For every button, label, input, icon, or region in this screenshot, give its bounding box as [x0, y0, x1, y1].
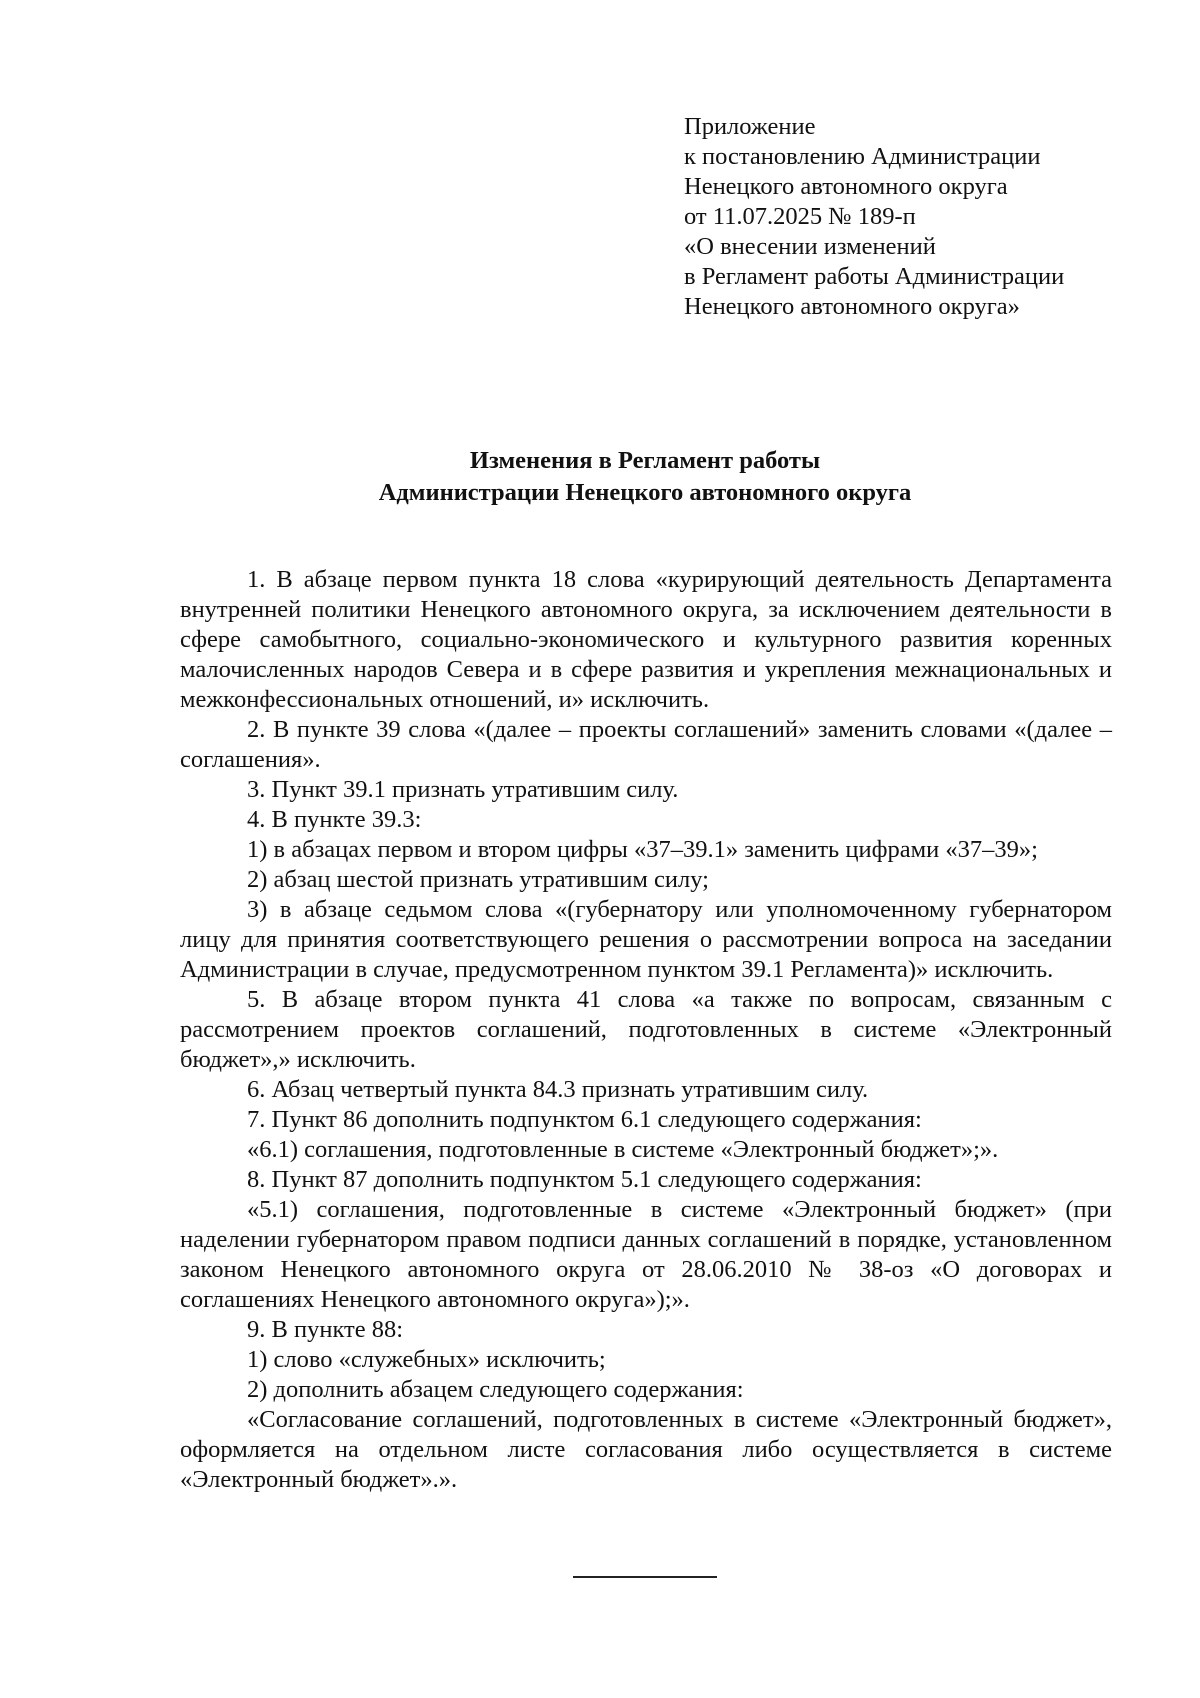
appendix-line: «О внесении изменений	[684, 233, 936, 260]
document-title	[180, 445, 1110, 509]
paragraph: 2. В пункте 39 слова «(далее – проекты соглашений» заменить словами «(далее – соглашения».	[180, 716, 1112, 773]
paragraph: 4. В пункте 39.3:	[247, 806, 422, 833]
paragraph: «Согласование соглашений, подготовленных в системе «Электронный бюджет», оформляется на отдельном листе согласования либо осуществляется в системе «Электронный бюджет».».	[180, 1406, 1112, 1493]
appendix-line: Ненецкого автономного округа	[684, 173, 1008, 200]
paragraph: 6. Абзац четвертый пункта 84.3 признать утратившим силу.	[247, 1076, 869, 1103]
appendix-line: в Регламент работы Администрации	[684, 263, 1065, 290]
paragraph: 3) в абзаце седьмом слова «(губернатору или уполномоченному губернатором лицу для принятия соответствующего решения о рассмотрении вопроса на заседании Администрации в случае, предусмотренном пунктом 39.1 Регламента)» исключить.	[180, 896, 1112, 983]
end-divider	[573, 1576, 717, 1578]
paragraph: 1) в абзацах первом и втором цифры «37–39.1» заменить цифрами «37–39»;	[247, 836, 1038, 863]
document-body	[180, 565, 1112, 1495]
appendix-line: Приложение	[684, 113, 816, 140]
paragraph: 2) дополнить абзацем следующего содержания:	[247, 1376, 744, 1403]
paragraph: 5. В абзаце втором пункта 41 слова «а также по вопросам, связанным с рассмотрением проектов соглашений, подготовленных в системе «Электронный бюджет»,» исключить.	[180, 986, 1112, 1073]
paragraph: 8. Пункт 87 дополнить подпунктом 5.1 следующего содержания:	[247, 1166, 922, 1193]
title-line: Администрации Ненецкого автономного округа	[378, 479, 912, 506]
appendix-header	[684, 112, 1154, 322]
paragraph: «5.1) соглашения, подготовленные в системе «Электронный бюджет» (при наделении губернатором правом подписи данных соглашений в порядке, установленном законом Ненецкого автономного округа от 28.06.2010 № 38-оз «О договорах и соглашениях Ненецкого автономного округа»);».	[180, 1196, 1112, 1313]
paragraph: 1. В абзаце первом пункта 18 слова «курирующий деятельность Департамента внутренней политики Ненецкого автономного округа, за исключением деятельности в сфере самобытного, социально-экономического и культурного развития коренных малочисленных народов Севера и в сфере развития и укрепления межнациональных и межконфессиональных отношений, и» исключить.	[180, 566, 1112, 713]
paragraph: «6.1) соглашения, подготовленные в системе «Электронный бюджет»;».	[247, 1136, 999, 1163]
appendix-line: от 11.07.2025 № 189-п	[684, 203, 916, 230]
appendix-line: к постановлению Администрации	[684, 143, 1041, 170]
appendix-line: Ненецкого автономного округа»	[684, 293, 1020, 320]
paragraph: 9. В пункте 88:	[247, 1316, 404, 1343]
paragraph: 1) слово «служебных» исключить;	[247, 1346, 606, 1373]
title-line: Изменения в Регламент работы	[469, 447, 821, 474]
paragraph: 2) абзац шестой признать утратившим силу;	[247, 866, 709, 893]
paragraph: 7. Пункт 86 дополнить подпунктом 6.1 следующего содержания:	[247, 1106, 922, 1133]
paragraph: 3. Пункт 39.1 признать утратившим силу.	[247, 776, 679, 803]
